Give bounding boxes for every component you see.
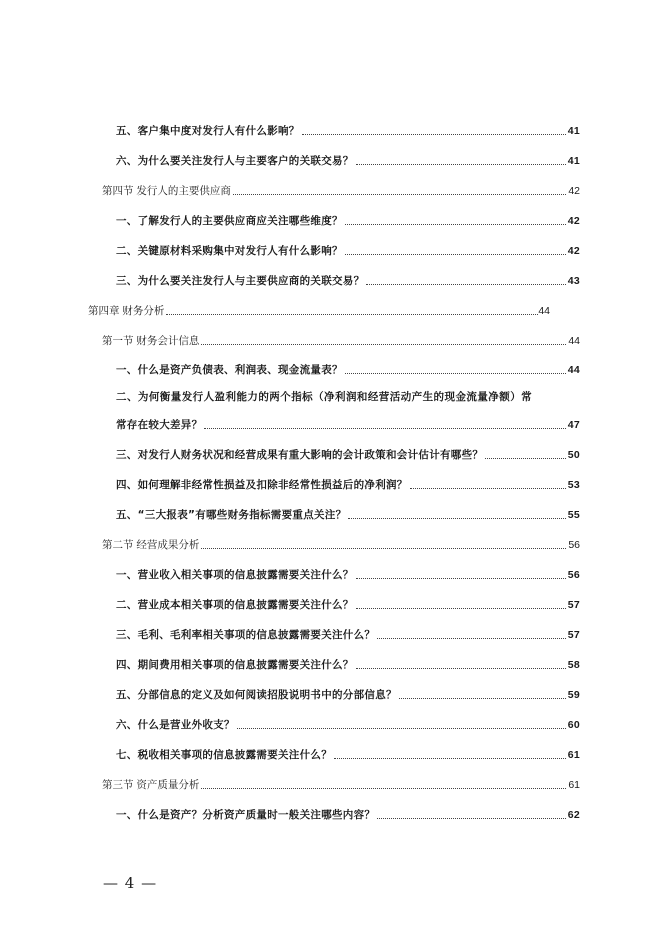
toc-entry-title: 四、如何理解非经常性损益及扣除非经常性损益后的净利润？ [116,479,408,491]
toc-entry-page: 56 [567,569,580,581]
toc-leader-dots [410,487,566,489]
toc-entry-title: 四、期间费用相关事项的信息披露需要关注什么？ [116,659,354,671]
toc-entry-page: 44 [568,335,580,347]
toc-entry-page: 42 [567,215,580,227]
toc-leader-dots [237,727,566,729]
toc-entry[interactable] [116,684,580,702]
toc-entry-title: 第一节 财务会计信息 [102,335,200,347]
toc-entry-page: 61 [567,749,580,761]
toc-entry-page: 43 [567,275,580,287]
toc-leader-dots [201,343,566,345]
toc-entry-page: 58 [567,659,580,671]
toc-entry-title: 第四章 财务分析 [88,305,165,317]
toc-entry[interactable] [116,474,580,492]
toc-leader-dots [348,517,565,519]
toc-entry[interactable] [116,270,580,288]
toc-entry-title: 五、“三大报表”有哪些财务指标需要重点关注？ [116,509,347,521]
toc-section-entry[interactable] [102,180,580,198]
toc-section-entry[interactable] [102,534,580,552]
toc-entry-page: 41 [567,155,580,167]
toc-entry-page: 59 [567,689,580,701]
toc-entry-title: 第三节 资产质量分析 [102,779,200,791]
toc-leader-dots [345,223,566,225]
toc-entry[interactable] [116,714,580,732]
toc-entry[interactable] [116,210,580,228]
toc-entry[interactable] [116,654,580,672]
toc-leader-dots [356,667,566,669]
toc-entry-title: 五、客户集中度对发行人有什么影响？ [116,125,300,137]
toc-leader-dots [356,607,566,609]
toc-entry-title: 二、营业成本相关事项的信息披露需要关注什么？ [116,599,354,611]
toc-entry[interactable] [116,240,580,258]
toc-entry-title-line1[interactable]: 二、为何衡量发行人盈利能力的两个指标（净利润和经营活动产生的现金流量净额）常 [116,391,533,403]
toc-leader-dots [356,577,566,579]
toc-section-entry[interactable] [102,774,580,792]
toc-entry[interactable] [116,744,580,762]
toc-leader-dots [345,372,566,374]
toc-leader-dots [204,427,565,429]
toc-entry-title: 第二节 经营成果分析 [102,539,200,551]
toc-leader-dots [233,193,566,195]
toc-entry-page: 50 [567,449,580,461]
toc-leader-dots [356,163,566,165]
toc-entry[interactable] [116,444,580,462]
toc-entry[interactable] [116,150,580,168]
toc-entry-title: 七、税收相关事项的信息披露需要关注什么？ [116,749,332,761]
toc-leader-dots [201,787,566,789]
toc-leader-dots [399,697,566,699]
toc-leader-dots [377,637,566,639]
toc-entry[interactable] [116,624,580,642]
toc-entry[interactable] [116,414,580,432]
toc-entry[interactable] [116,594,580,612]
toc-leader-dots [166,313,538,315]
toc-entry[interactable] [116,359,580,377]
toc-entry-page: 56 [568,539,580,551]
toc-entry-page: 44 [538,305,550,317]
toc-entry-title: 一、什么是资产负债表、利润表、现金流量表？ [116,364,343,376]
toc-entry[interactable] [116,120,580,138]
toc-entry-page: 60 [567,719,580,731]
toc-section-entry[interactable] [102,330,580,348]
toc-entry-title: 一、什么是资产？分析资产质量时一般关注哪些内容？ [116,809,376,821]
toc-entry[interactable] [116,504,580,522]
toc-entry-page: 57 [567,629,580,641]
toc-leader-dots [201,547,566,549]
toc-entry-title: 第四节 发行人的主要供应商 [102,185,231,197]
toc-leader-dots [302,133,566,135]
toc-entry-page: 42 [567,245,580,257]
toc-entry-title: 三、对发行人财务状况和经营成果有重大影响的会计政策和会计估计有哪些？ [116,449,484,461]
toc-entry-title: 五、分部信息的定义及如何阅读招股说明书中的分部信息？ [116,689,397,701]
toc-entry-page: 55 [567,509,580,521]
toc-entry-page: 57 [567,599,580,611]
toc-entry-page: 53 [567,479,580,491]
toc-entry-title: 六、为什么要关注发行人与主要客户的关联交易？ [116,155,354,167]
toc-chapter-entry[interactable] [88,300,550,318]
toc-leader-dots [377,817,566,819]
toc-entry-title: 一、营业收入相关事项的信息披露需要关注什么？ [116,569,354,581]
toc-entry-page: 41 [567,125,580,137]
toc-entry-page: 42 [568,185,580,197]
toc-entry-title: 常存在较大差异？ [116,419,203,431]
page-number-footer: — 4 — [103,874,158,892]
toc-entry-title: 三、为什么要关注发行人与主要供应商的关联交易？ [116,275,365,287]
toc-leader-dots [345,253,566,255]
toc-entry-page: 62 [567,809,580,821]
toc-entry-title: 二、关键原材料采购集中对发行人有什么影响？ [116,245,343,257]
toc-entry-title: 六、什么是营业外收支？ [116,719,235,731]
toc-leader-dots [334,757,566,759]
toc-leader-dots [485,457,566,459]
toc-entry-title: 三、毛利、毛利率相关事项的信息披露需要关注什么？ [116,629,376,641]
toc-entry[interactable] [116,564,580,582]
toc-entry-page: 61 [568,779,580,791]
toc-leader-dots [366,283,565,285]
toc-entry-title: 一、了解发行人的主要供应商应关注哪些维度？ [116,215,343,227]
toc-entry-page: 44 [567,364,580,376]
toc-entry-page: 47 [567,419,580,431]
toc-entry[interactable] [116,804,580,822]
